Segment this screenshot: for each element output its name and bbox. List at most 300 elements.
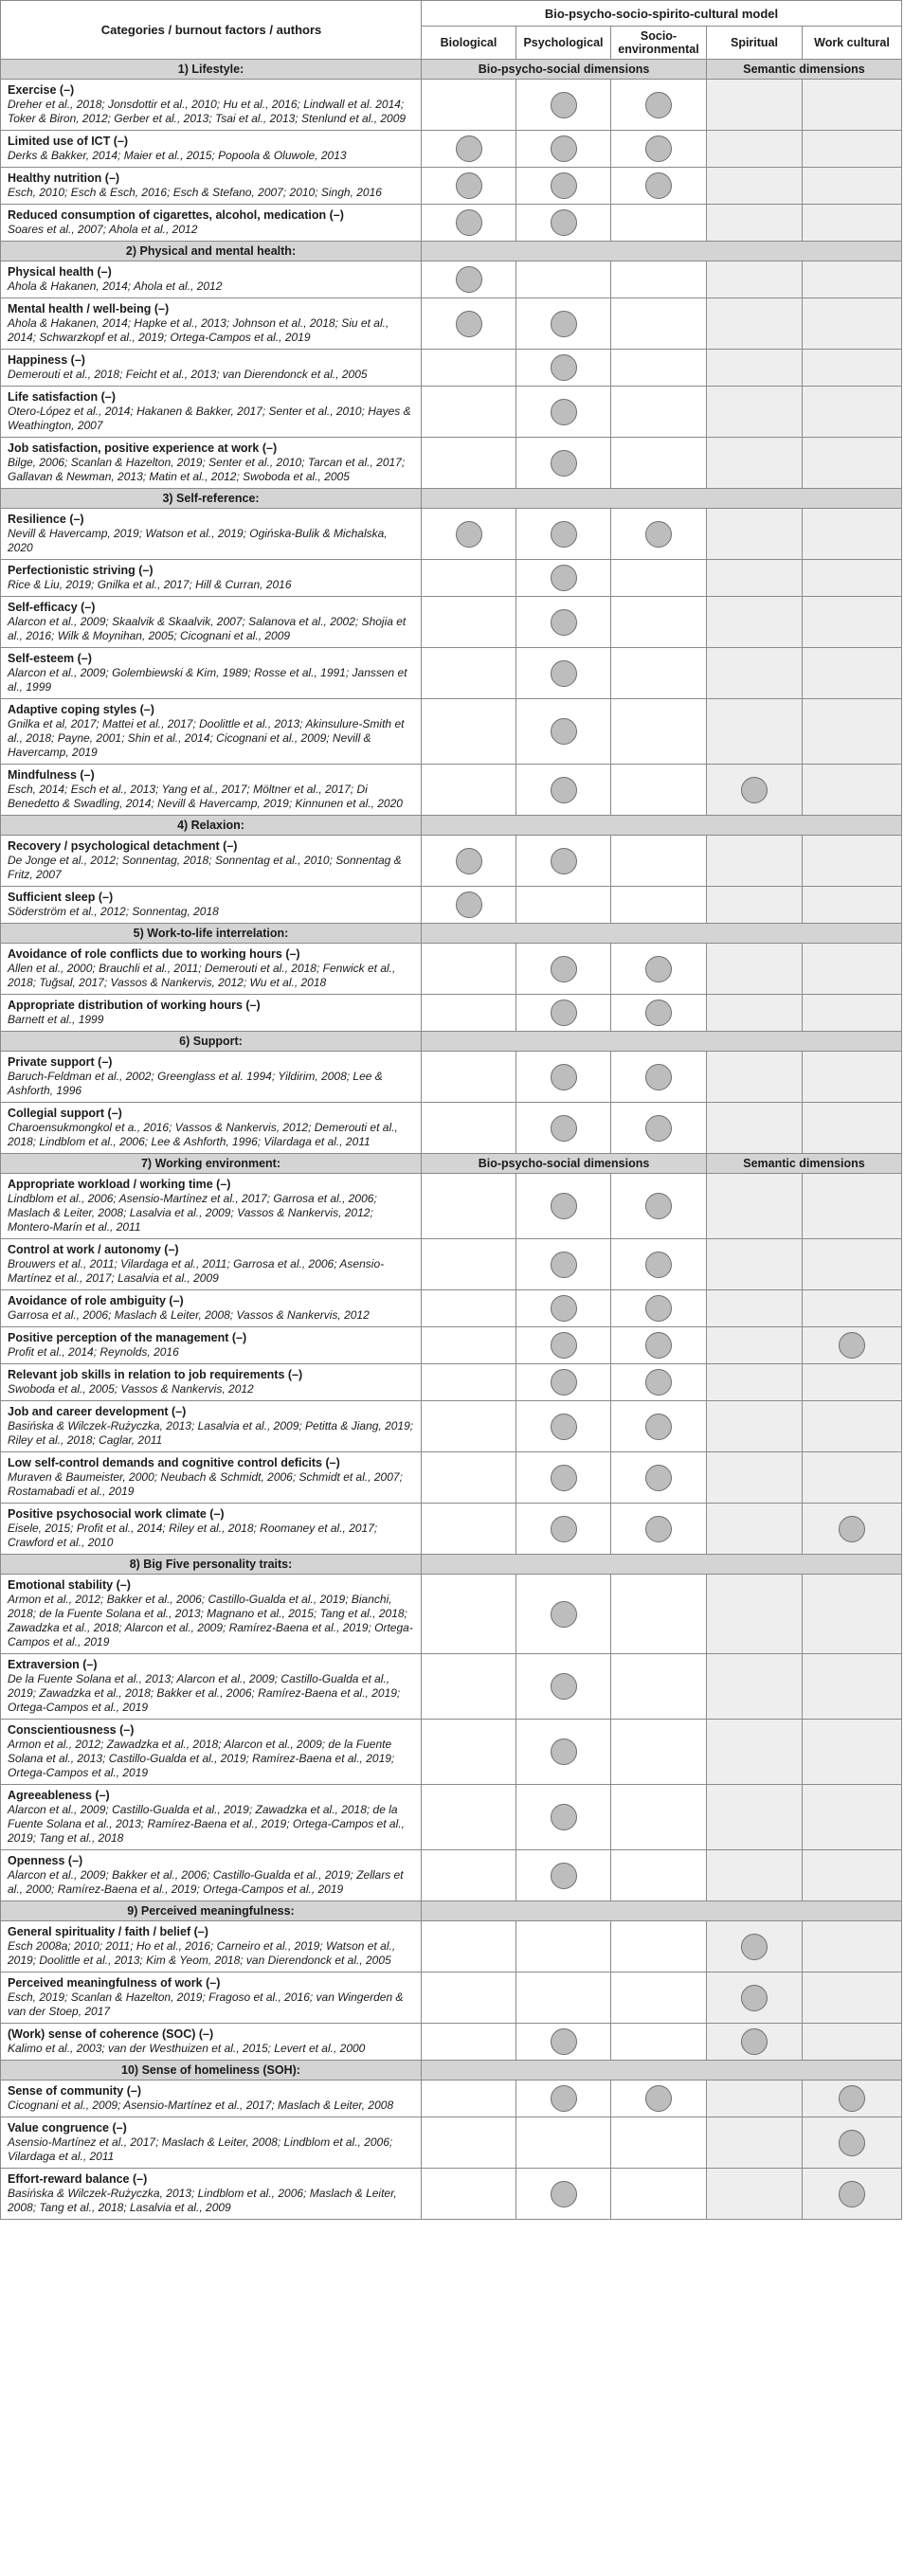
mark-cell-psychological [516,1575,611,1653]
mark-cell-spiritual [707,2024,803,2060]
dimension-dot [645,1295,672,1322]
dimension-dot [551,848,577,874]
mark-cell-socio-environmental [611,298,707,349]
mark-cell-work-cultural [803,1785,901,1849]
mark-cell-work-cultural [803,887,901,923]
mark-cell-psychological [516,298,611,349]
factor-cell [1,1921,422,1972]
mark-cell-work-cultural [803,1239,901,1289]
factor-cell [1,1103,422,1153]
mark-cell-socio-environmental [611,995,707,1031]
factor-row [1,131,901,168]
factor-title: Exercise (–) [8,83,75,97]
factor-row [1,168,901,205]
mark-cell-socio-environmental [611,1174,707,1238]
mark-cell-psychological [516,1327,611,1363]
dimension-dot [551,1601,577,1628]
mark-cell-socio-environmental [611,438,707,488]
mark-cell-socio-environmental [611,509,707,559]
dimension-dot [645,521,672,548]
mark-cell-spiritual [707,1452,803,1503]
section-title: 7) Working environment: [1,1154,422,1173]
section-header-row [1,1032,901,1052]
mark-cell-biological [422,1401,516,1451]
factor-cell [1,836,422,886]
factor-row [1,699,901,765]
dimension-dot [551,956,577,982]
section-header-row [1,1901,901,1921]
mark-cell-psychological [516,261,611,297]
factor-references: Allen et al., 2000; Brauchli et al., 2011; Demerouti et al., 2018; Fenwick et al., 2018; Tuğsal, 2017; Vassos & Nankervis, 2012; Wu et al., 2018 [8,962,396,989]
dimension-dot [551,1738,577,1765]
mark-cell-spiritual [707,1401,803,1451]
mark-cell-socio-environmental [611,648,707,698]
mark-cell-biological [422,1052,516,1102]
mark-cell-work-cultural [803,1452,901,1503]
factor-cell [1,1401,422,1451]
factor-references: Barnett et al., 1999 [8,1013,104,1026]
mark-cell-socio-environmental [611,1720,707,1784]
mark-cell-psychological [516,2169,611,2219]
mark-cell-spiritual [707,1921,803,1972]
factor-references: Demerouti et al., 2018; Feicht et al., 2013; van Dierendonck et al., 2005 [8,368,368,381]
dimension-dot [456,848,482,874]
mark-cell-biological [422,765,516,815]
mark-cell-spiritual [707,944,803,994]
factor-cell [1,1504,422,1554]
dimension-dot [645,135,672,162]
factor-references: Bilge, 2006; Scanlan & Hazelton, 2019; Senter et al., 2010; Tarcan et al., 2017; Gallavan & Newman, 2013; Matin et al., 2012; Swoboda et al., 2005 [8,456,406,483]
factor-cell [1,1052,422,1102]
factor-references: Ahola & Hakanen, 2014; Ahola et al., 2012 [8,279,223,293]
factor-title: Agreeableness (–) [8,1789,110,1802]
mark-cell-spiritual [707,1850,803,1900]
mark-cell-spiritual [707,509,803,559]
mark-cell-spiritual [707,298,803,349]
factor-references: Alarcon et al., 2009; Castillo-Gualda et al., 2019; Zawadzka et al., 2018; de la Fuente Solana et al., 2013; Ramírez-Baena et al., 2019; Ortega-Campos et al., 2019; Tang et al., 2018 [8,1803,405,1845]
dimension-dot [551,1369,577,1396]
dimension-dot [839,1516,865,1542]
mark-cell-spiritual [707,261,803,297]
mark-cell-work-cultural [803,1575,901,1653]
col-socio-environmental: Socio-environmental [611,27,707,59]
mark-cell-socio-environmental [611,2169,707,2219]
mark-cell-psychological [516,2081,611,2117]
factor-title: Relevant job skills in relation to job requirements (–) [8,1368,303,1381]
mark-cell-spiritual [707,887,803,923]
table-header [1,1,901,60]
mark-cell-biological [422,1973,516,2023]
factor-cell [1,1973,422,2023]
dimension-dot [456,135,482,162]
mark-cell-spiritual [707,1575,803,1653]
mark-cell-spiritual [707,438,803,488]
mark-cell-work-cultural [803,2081,901,2117]
factor-row [1,1785,901,1850]
factor-cell [1,1452,422,1503]
mark-cell-psychological [516,995,611,1031]
mark-cell-work-cultural [803,205,901,241]
factor-row [1,1290,901,1327]
mark-cell-work-cultural [803,1401,901,1451]
factor-row [1,205,901,242]
factor-references: Gnilka et al, 2017; Mattei et al., 2017; Doolittle et al., 2013; Akinsulure-Smith et al., 2018; Payne, 2001; Shin et al., 2014; Cicognani et al., 2009; Nevill & Havercamp, 2019 [8,717,405,759]
mark-cell-biological [422,1720,516,1784]
factor-references: Eisele, 2015; Profit et al., 2014; Riley et al., 2018; Roomaney et al., 2017; Crawford et al., 2010 [8,1522,378,1549]
mark-cell-biological [422,1575,516,1653]
dimension-dot [551,777,577,803]
mark-cell-biological [422,205,516,241]
section-header-row [1,1555,901,1575]
factor-references: Charoensukmongkol et a., 2016; Vassos & Nankervis, 2012; Demerouti et al., 2018; Lindblom et al., 2006; Lee & Ashforth, 1996; Vilardaga et al., 2011 [8,1121,398,1148]
factor-title: Resilience (–) [8,513,84,526]
section-header-row [1,816,901,836]
factor-title: Avoidance of role ambiguity (–) [8,1294,184,1307]
factor-references: Alarcon et al., 2009; Bakker et al., 2006; Castillo-Gualda et al., 2019; Zellars et al., 2000; Ramírez-Baena et al., 2019; Ortega-Campos et al., 2019 [8,1868,404,1896]
mark-cell-psychological [516,350,611,386]
mark-cell-psychological [516,699,611,764]
factor-row [1,1364,901,1401]
factor-references: Esch, 2014; Esch et al., 2013; Yang et al., 2017; Möltner et al., 2017; Di Benedetto & Swadling, 2014; Nevill & Havercamp, 2019; Kinnunen et al., 2020 [8,783,403,810]
factor-cell [1,1290,422,1326]
dimension-dot [456,311,482,337]
dimension-dot [551,1414,577,1440]
mark-cell-psychological [516,648,611,698]
factor-references: Lindblom et al., 2006; Asensio-Martínez et al., 2017; Garrosa et al., 2006; Maslach & Leiter, 2008; Lasalvia et al., 2009; Vassos & Nankervis, 2012; Montero-Marín et al., 2011 [8,1192,377,1234]
factor-references: De Jonge et al., 2012; Sonnentag, 2018; Sonnentag et al., 2010; Sonnentag & Fritz, 2007 [8,854,402,881]
mark-cell-spiritual [707,597,803,647]
factor-cell [1,597,422,647]
factor-references: Kalimo et al., 2003; van der Westhuizen et al., 2015; Levert et al., 2000 [8,2042,366,2055]
factor-row [1,648,901,699]
factor-references: Cicognani et al., 2009; Asensio-Martínez et al., 2017; Maslach & Leiter, 2008 [8,2099,394,2112]
mark-cell-work-cultural [803,1850,901,1900]
section-title: 4) Relaxion: [1,816,422,835]
factor-cell [1,648,422,698]
factor-references: Basińska & Wilczek-Rużyczka, 2013; Lasalvia et al., 2009; Petitta & Jiang, 2019; Riley et al., 2018; Caglar, 2011 [8,1419,414,1447]
dimension-dot [645,1369,672,1396]
mark-cell-socio-environmental [611,387,707,437]
mark-cell-biological [422,261,516,297]
mark-cell-spiritual [707,205,803,241]
mark-cell-spiritual [707,1174,803,1238]
section-blank [422,924,901,943]
mark-cell-socio-environmental [611,1850,707,1900]
dimension-dot [551,450,577,477]
factor-cell [1,2024,422,2060]
section-blank [422,816,901,835]
dimension-dot [551,1115,577,1142]
factor-title: Private support (–) [8,1055,113,1069]
mark-cell-biological [422,1174,516,1238]
factor-references: De la Fuente Solana et al., 2013; Alarcon et al., 2009; Castillo-Gualda et al., 2019; Zawadzka et al., 2018; Bakker et al., 2006; Ramírez-Baena et al., 2019; Ortega-Campos et al., 2019 [8,1672,401,1714]
factor-references: Alarcon et al., 2009; Skaalvik & Skaalvik, 2007; Salanova et al., 2002; Shojia et al., 2016; Wilk & Moynihan, 2005; Cicognani et al., 2009 [8,615,407,642]
dimension-dot [741,2028,768,2055]
mark-cell-socio-environmental [611,1654,707,1719]
factor-row [1,887,901,924]
factor-title: Low self-control demands and cognitive control deficits (–) [8,1456,340,1469]
mark-cell-biological [422,168,516,204]
dimension-dot [645,1115,672,1142]
model-columns [422,27,901,59]
factor-cell [1,2169,422,2219]
factor-references: Profit et al., 2014; Reynolds, 2016 [8,1345,179,1359]
dimension-label-bio-psycho-social: Bio-psycho-social dimensions [422,60,707,79]
factor-cell [1,995,422,1031]
dimension-dot [551,1332,577,1359]
mark-cell-work-cultural [803,944,901,994]
mark-cell-psychological [516,765,611,815]
factor-row [1,80,901,131]
mark-cell-biological [422,2081,516,2117]
mark-cell-psychological [516,944,611,994]
dimension-dot [456,892,482,918]
section-title: 1) Lifestyle: [1,60,422,79]
factor-title: Perfectionistic striving (–) [8,564,154,577]
mark-cell-work-cultural [803,80,901,130]
mark-cell-spiritual [707,387,803,437]
dimension-dot [645,2085,672,2112]
section-blank [422,1032,901,1051]
mark-cell-biological [422,298,516,349]
mark-cell-biological [422,1452,516,1503]
factor-title: Effort-reward balance (–) [8,2172,148,2186]
mark-cell-socio-environmental [611,2024,707,2060]
factor-row [1,2169,901,2219]
factor-references: Rice & Liu, 2019; Gnilka et al., 2017; Hill & Curran, 2016 [8,578,292,591]
mark-cell-socio-environmental [611,1364,707,1400]
factor-references: Dreher et al., 2018; Jonsdottir et al., 2010; Hu et al., 2016; Lindwall et al. 2014; Toker & Biron, 2012; Gerber et al., 2013; Tsai et al., 2013; Stenlund et al., 2009 [8,98,407,125]
factor-cell [1,1575,422,1653]
mark-cell-spiritual [707,995,803,1031]
mark-cell-work-cultural [803,1052,901,1102]
factor-cell [1,387,422,437]
factor-title: Reduced consumption of cigarettes, alcohol, medication (–) [8,208,344,222]
mark-cell-work-cultural [803,995,901,1031]
mark-cell-psychological [516,1103,611,1153]
mark-cell-spiritual [707,2081,803,2117]
mark-cell-socio-environmental [611,560,707,596]
dimension-label-bio-psycho-social: Bio-psycho-social dimensions [422,1154,707,1173]
mark-cell-psychological [516,1720,611,1784]
mark-cell-work-cultural [803,648,901,698]
factor-cell [1,131,422,167]
mark-cell-spiritual [707,836,803,886]
factor-cell [1,80,422,130]
mark-cell-work-cultural [803,1654,901,1719]
factor-title: Positive psychosocial work climate (–) [8,1507,225,1521]
dimension-dot [551,1000,577,1026]
mark-cell-biological [422,1850,516,1900]
factor-row [1,1452,901,1504]
factor-cell [1,261,422,297]
factor-cell [1,560,422,596]
dimension-dot [551,1064,577,1090]
dimension-dot [551,1804,577,1830]
factor-references: Esch, 2019; Scanlan & Hazelton, 2019; Fragoso et al., 2016; van Wingerden & van der Stoep, 2017 [8,1991,404,2018]
mark-cell-spiritual [707,80,803,130]
mark-cell-work-cultural [803,438,901,488]
dimension-dot [741,1934,768,1960]
mark-cell-socio-environmental [611,1052,707,1102]
mark-cell-spiritual [707,1973,803,2023]
factor-title: Limited use of ICT (–) [8,135,129,148]
mark-cell-socio-environmental [611,1452,707,1503]
mark-cell-spiritual [707,1785,803,1849]
section-header-row [1,60,901,80]
factor-references: Armon et al., 2012; Zawadzka et al., 2018; Alarcon et al., 2009; de la Fuente Solana et al., 2013; Castillo-Gualda et al., 2019; Ramírez-Baena et al., 2019; Ortega-Campos et al., 2019 [8,1738,395,1779]
dimension-dot [456,172,482,199]
factor-row [1,387,901,438]
section-blank [422,2061,901,2080]
factor-cell [1,298,422,349]
mark-cell-psychological [516,1850,611,1900]
mark-cell-biological [422,1785,516,1849]
factor-title: Recovery / psychological detachment (–) [8,839,238,853]
factor-row [1,1052,901,1103]
mark-cell-psychological [516,131,611,167]
factor-row [1,261,901,298]
col-psychological: Psychological [516,27,611,59]
mark-cell-work-cultural [803,1364,901,1400]
factor-references: Söderström et al., 2012; Sonnentag, 2018 [8,905,219,918]
mark-cell-psychological [516,1785,611,1849]
factor-title: Extraversion (–) [8,1658,98,1671]
factor-row [1,1401,901,1452]
factor-title: Avoidance of role conflicts due to working hours (–) [8,947,300,961]
mark-cell-socio-environmental [611,1921,707,1972]
mark-cell-socio-environmental [611,765,707,815]
mark-cell-biological [422,1921,516,1972]
factor-cell [1,168,422,204]
mark-cell-biological [422,1327,516,1363]
factor-title: Sufficient sleep (–) [8,891,114,904]
mark-cell-socio-environmental [611,1504,707,1554]
factor-cell [1,509,422,559]
mark-cell-psychological [516,438,611,488]
factor-cell [1,699,422,764]
factor-title: Happiness (–) [8,353,85,367]
factor-cell [1,944,422,994]
factor-references: Nevill & Havercamp, 2019; Watson et al., 2019; Ogińska-Bulik & Michalska, 2020 [8,527,388,554]
mark-cell-biological [422,2024,516,2060]
dimension-dot [551,565,577,591]
factor-references: Muraven & Baumeister, 2000; Neubach & Schmidt, 2006; Schmidt et al., 2007; Rostamabadi et al., 2019 [8,1470,403,1498]
factor-title: Job satisfaction, positive experience at work (–) [8,441,278,455]
mark-cell-biological [422,350,516,386]
mark-cell-spiritual [707,2117,803,2168]
factor-title: Physical health (–) [8,265,112,279]
dimension-dot [551,311,577,337]
dimension-dot [456,209,482,236]
mark-cell-work-cultural [803,387,901,437]
factor-row [1,1720,901,1785]
mark-cell-spiritual [707,1052,803,1102]
factor-row [1,2081,901,2117]
mark-cell-socio-environmental [611,1575,707,1653]
factor-cell [1,438,422,488]
mark-cell-biological [422,1290,516,1326]
section-title: 2) Physical and mental health: [1,242,422,261]
mark-cell-biological [422,80,516,130]
dimension-dot [645,1332,672,1359]
mark-cell-socio-environmental [611,1785,707,1849]
dimension-dot [645,1193,672,1219]
factor-row [1,350,901,387]
dimension-dot [551,609,577,636]
dimension-dot [645,1000,672,1026]
factor-row [1,560,901,597]
mark-cell-socio-environmental [611,1103,707,1153]
dimension-dot [551,354,577,381]
factor-references: Soares et al., 2007; Ahola et al., 2012 [8,223,198,236]
dimension-dot [456,521,482,548]
mark-cell-spiritual [707,131,803,167]
dimension-dot [839,2130,865,2156]
mark-cell-socio-environmental [611,944,707,994]
mark-cell-biological [422,1239,516,1289]
mark-cell-biological [422,509,516,559]
factor-title: Emotional stability (–) [8,1578,131,1592]
mark-cell-biological [422,1103,516,1153]
mark-cell-spiritual [707,1720,803,1784]
factor-row [1,1174,901,1239]
dimension-dot [645,1252,672,1278]
factor-references: Armon et al., 2012; Bakker et al., 2006; Castillo-Gualda et al., 2019; Bianchi, 2018; de la Fuente Solana et al., 2013; Magnano et al., 2015; Tang et al., 2018; Zawadzka et al., 2018; Alarcon et al., 2009; Ramírez-Baena et al., 2019; Ortega-Campos et al., 2019 [8,1593,413,1648]
factor-row [1,836,901,887]
factor-cell [1,1239,422,1289]
factor-title: Mindfulness (–) [8,768,95,782]
mark-cell-psychological [516,1921,611,1972]
mark-cell-work-cultural [803,2169,901,2219]
mark-cell-biological [422,387,516,437]
mark-cell-work-cultural [803,2024,901,2060]
mark-cell-work-cultural [803,1174,901,1238]
factor-title: Life satisfaction (–) [8,390,116,404]
mark-cell-psychological [516,1364,611,1400]
mark-cell-socio-environmental [611,168,707,204]
mark-cell-spiritual [707,1239,803,1289]
mark-cell-psychological [516,1504,611,1554]
mark-cell-spiritual [707,1364,803,1400]
factor-references: Alarcon et al., 2009; Golembiewski & Kim, 1989; Rosse et al., 1991; Janssen et al., 1999 [8,666,407,694]
mark-cell-work-cultural [803,1504,901,1554]
mark-cell-biological [422,1654,516,1719]
factor-row [1,1973,901,2024]
mark-cell-work-cultural [803,298,901,349]
factor-title: Positive perception of the management (–) [8,1331,247,1344]
dimension-dot [551,1295,577,1322]
mark-cell-work-cultural [803,597,901,647]
mark-cell-biological [422,648,516,698]
mark-cell-socio-environmental [611,2117,707,2168]
factor-title: Mental health / well-being (–) [8,302,170,315]
mark-cell-socio-environmental [611,1239,707,1289]
mark-cell-socio-environmental [611,699,707,764]
section-title: 5) Work-to-life interrelation: [1,924,422,943]
mark-cell-spiritual [707,2169,803,2219]
dimension-dot [551,521,577,548]
mark-cell-work-cultural [803,350,901,386]
factor-title: Appropriate distribution of working hours (–) [8,999,261,1012]
dimension-dot [551,1465,577,1491]
mark-cell-socio-environmental [611,80,707,130]
dimension-dot [551,2085,577,2112]
mark-cell-psychological [516,80,611,130]
mark-cell-psychological [516,560,611,596]
dimension-dot [551,92,577,118]
mark-cell-spiritual [707,1504,803,1554]
